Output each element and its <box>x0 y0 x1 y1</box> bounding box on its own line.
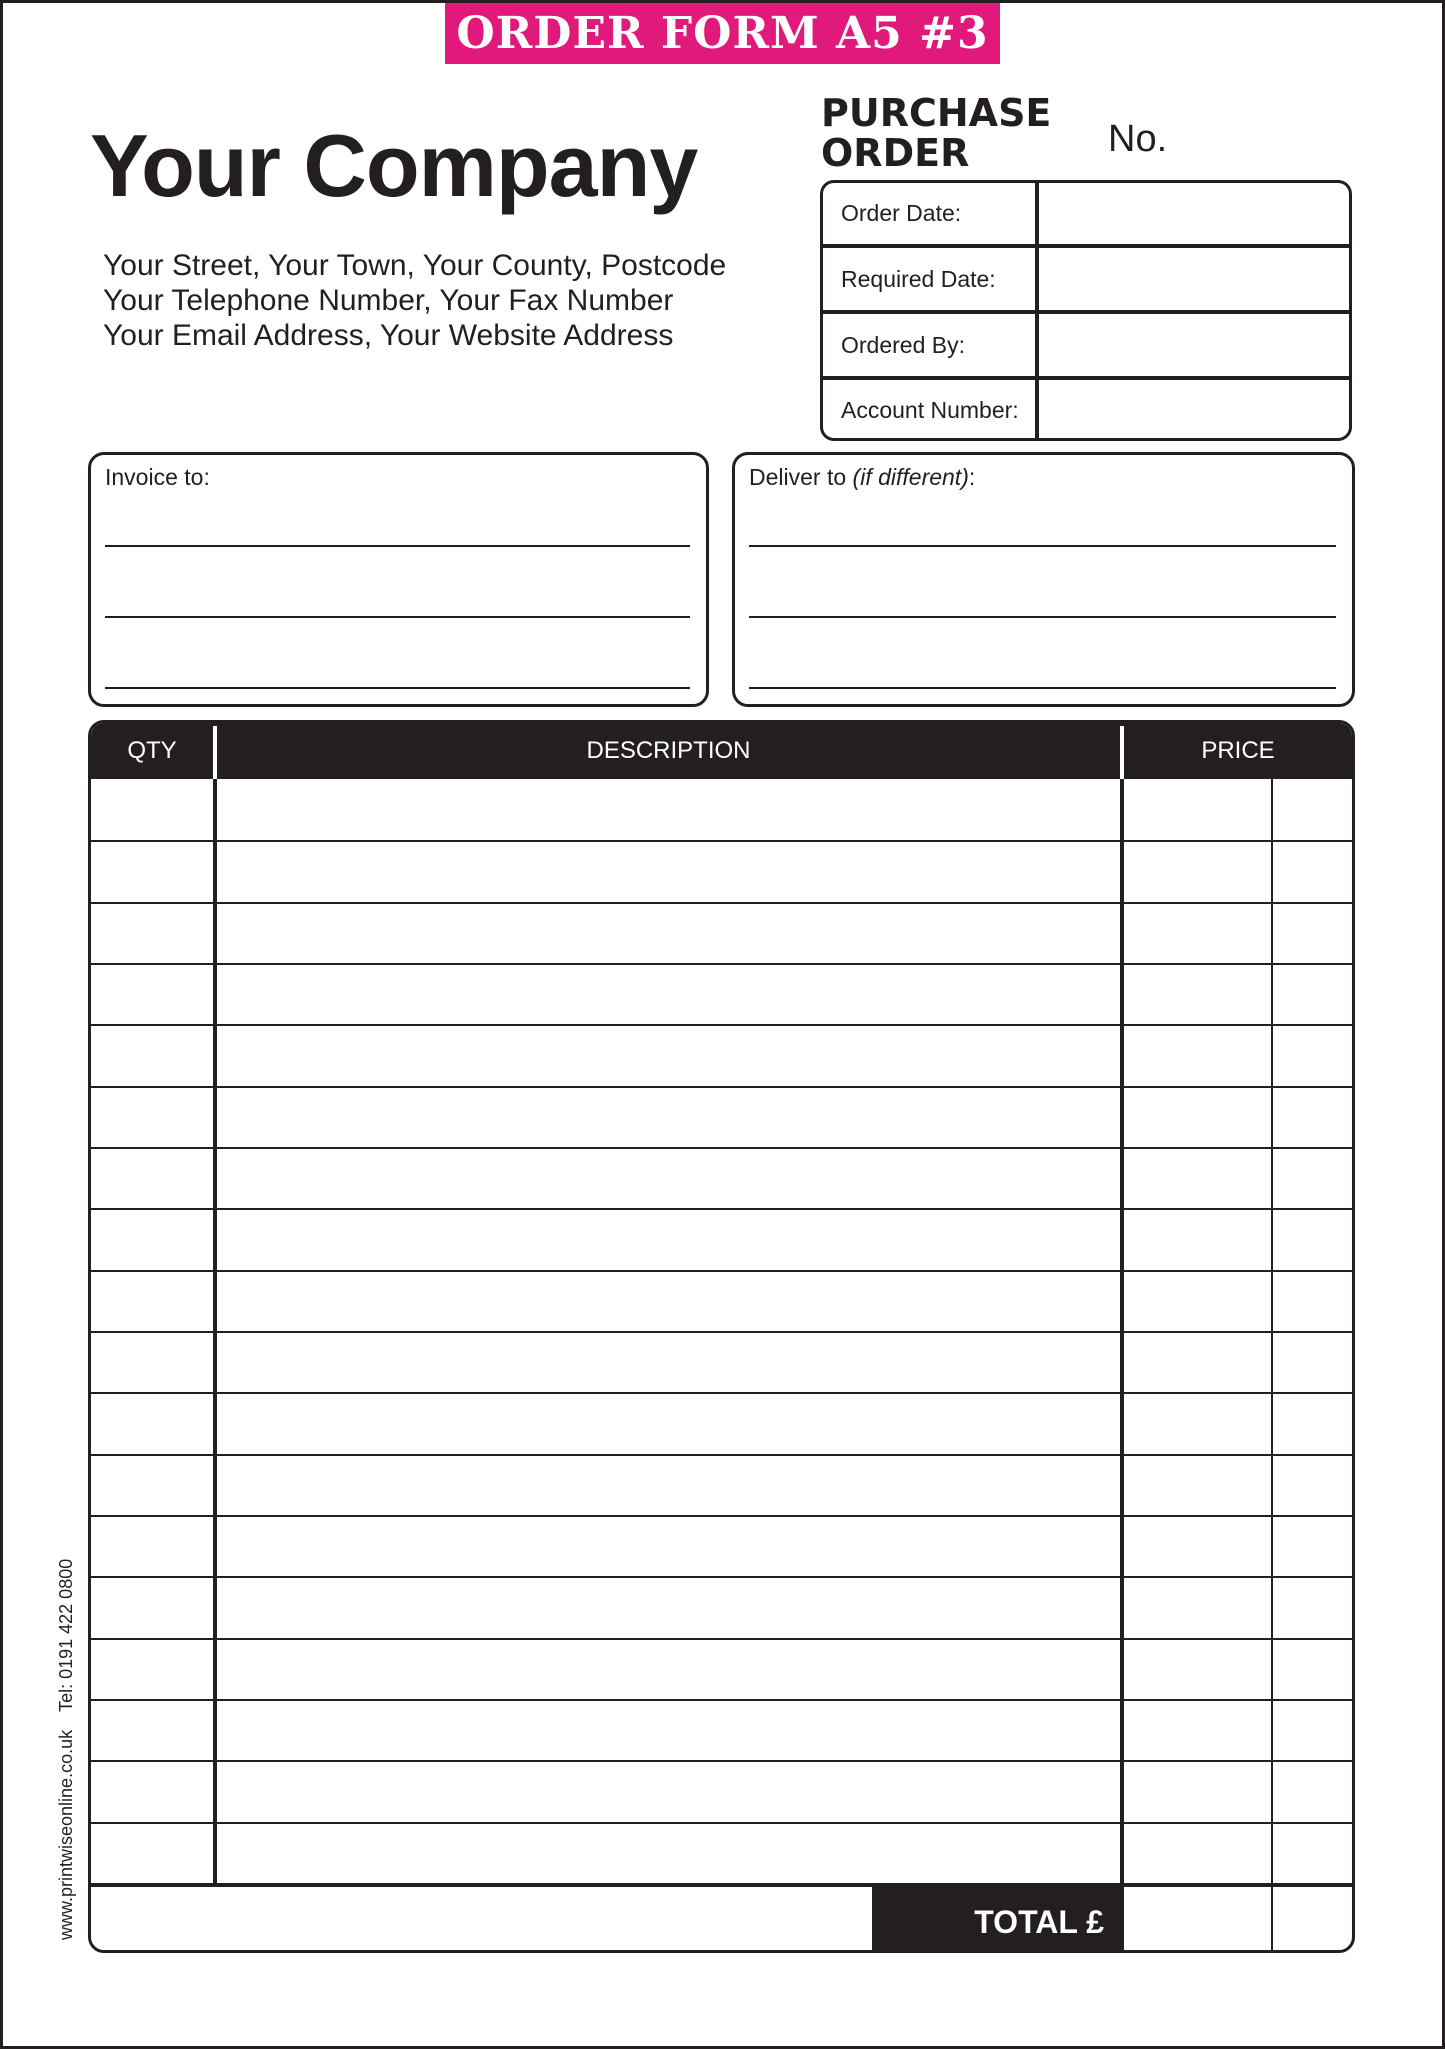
table-row[interactable] <box>91 840 1352 901</box>
table-row[interactable] <box>91 1515 1352 1576</box>
deliver-line-1[interactable] <box>749 545 1336 547</box>
table-row[interactable] <box>91 1699 1352 1760</box>
table-row[interactable] <box>91 1270 1352 1331</box>
table-row[interactable] <box>91 1822 1352 1883</box>
printer-credit <box>56 1559 77 1940</box>
invoice-to-label: Invoice to: <box>105 464 210 490</box>
table-row[interactable] <box>91 1024 1352 1085</box>
ordered-by-label: Ordered By: <box>823 314 1039 376</box>
order-details-box <box>820 180 1352 441</box>
deliver-line-2[interactable] <box>749 616 1336 618</box>
order-date-row <box>823 183 1349 248</box>
deliver-to-label-text: Deliver to <box>749 464 847 490</box>
table-row[interactable] <box>91 902 1352 963</box>
deliver-line-3[interactable] <box>749 687 1336 689</box>
total-row <box>91 1883 1352 1953</box>
invoice-line-2[interactable] <box>105 616 690 618</box>
printer-telephone: Tel: 0191 422 0800 <box>56 1558 76 1712</box>
required-date-row <box>823 248 1349 314</box>
account-number-field[interactable] <box>1039 380 1349 441</box>
deliver-to-label <box>749 464 975 491</box>
company-name: Your Company <box>90 116 698 215</box>
invoice-line-3[interactable] <box>105 687 690 689</box>
account-number-row <box>823 380 1349 441</box>
invoice-line-1[interactable] <box>105 545 690 547</box>
total-label-box <box>872 1887 1120 1953</box>
table-row[interactable] <box>91 779 1352 840</box>
table-row[interactable] <box>91 1392 1352 1453</box>
order-date-field[interactable] <box>1039 183 1349 244</box>
table-row[interactable] <box>91 963 1352 1024</box>
account-number-label: Account Number: <box>823 380 1039 441</box>
qty-header: QTY <box>127 737 177 764</box>
qty-column-divider <box>213 779 217 1883</box>
form-title: ORDER FORM A5 #3 <box>456 8 989 59</box>
invoice-to-box <box>88 452 709 707</box>
po-title-line1: PURCHASE <box>821 91 1052 135</box>
table-row[interactable] <box>91 1331 1352 1392</box>
table-row[interactable] <box>91 1454 1352 1515</box>
deliver-to-label-suffix: : <box>968 464 976 490</box>
required-date-field[interactable] <box>1039 248 1349 310</box>
order-items-table <box>88 720 1355 1953</box>
required-date-label: Required Date: <box>823 248 1039 310</box>
po-number-label: No. <box>1108 118 1168 160</box>
deliver-to-box <box>732 452 1355 707</box>
form-title-banner <box>445 3 1000 64</box>
address-line-phone: Your Telephone Number, Your Fax Number <box>103 284 674 317</box>
description-header: DESCRIPTION <box>586 737 751 764</box>
table-header <box>91 723 1352 779</box>
order-date-label: Order Date: <box>823 183 1039 244</box>
po-title-line2: ORDER <box>821 131 970 175</box>
price-header: PRICE <box>1201 737 1275 764</box>
total-label: TOTAL £ <box>974 1903 1104 1940</box>
price-column-divider <box>1120 779 1124 1953</box>
table-row[interactable] <box>91 1086 1352 1147</box>
table-row[interactable] <box>91 1576 1352 1637</box>
table-row[interactable] <box>91 1760 1352 1821</box>
deliver-to-label-note: (if different) <box>852 464 969 490</box>
address-line-email: Your Email Address, Your Website Address <box>103 319 674 352</box>
printer-website: www.printwiseonline.co.uk <box>56 1729 76 1940</box>
ordered-by-row <box>823 314 1349 380</box>
company-address <box>103 248 726 353</box>
pence-column-divider <box>1271 779 1273 1953</box>
table-row[interactable] <box>91 1147 1352 1208</box>
table-row[interactable] <box>91 1208 1352 1269</box>
table-row[interactable] <box>91 1638 1352 1699</box>
address-line-street: Your Street, Your Town, Your County, Postcode <box>103 249 727 282</box>
purchase-order-title <box>821 93 1051 173</box>
ordered-by-field[interactable] <box>1039 314 1349 376</box>
